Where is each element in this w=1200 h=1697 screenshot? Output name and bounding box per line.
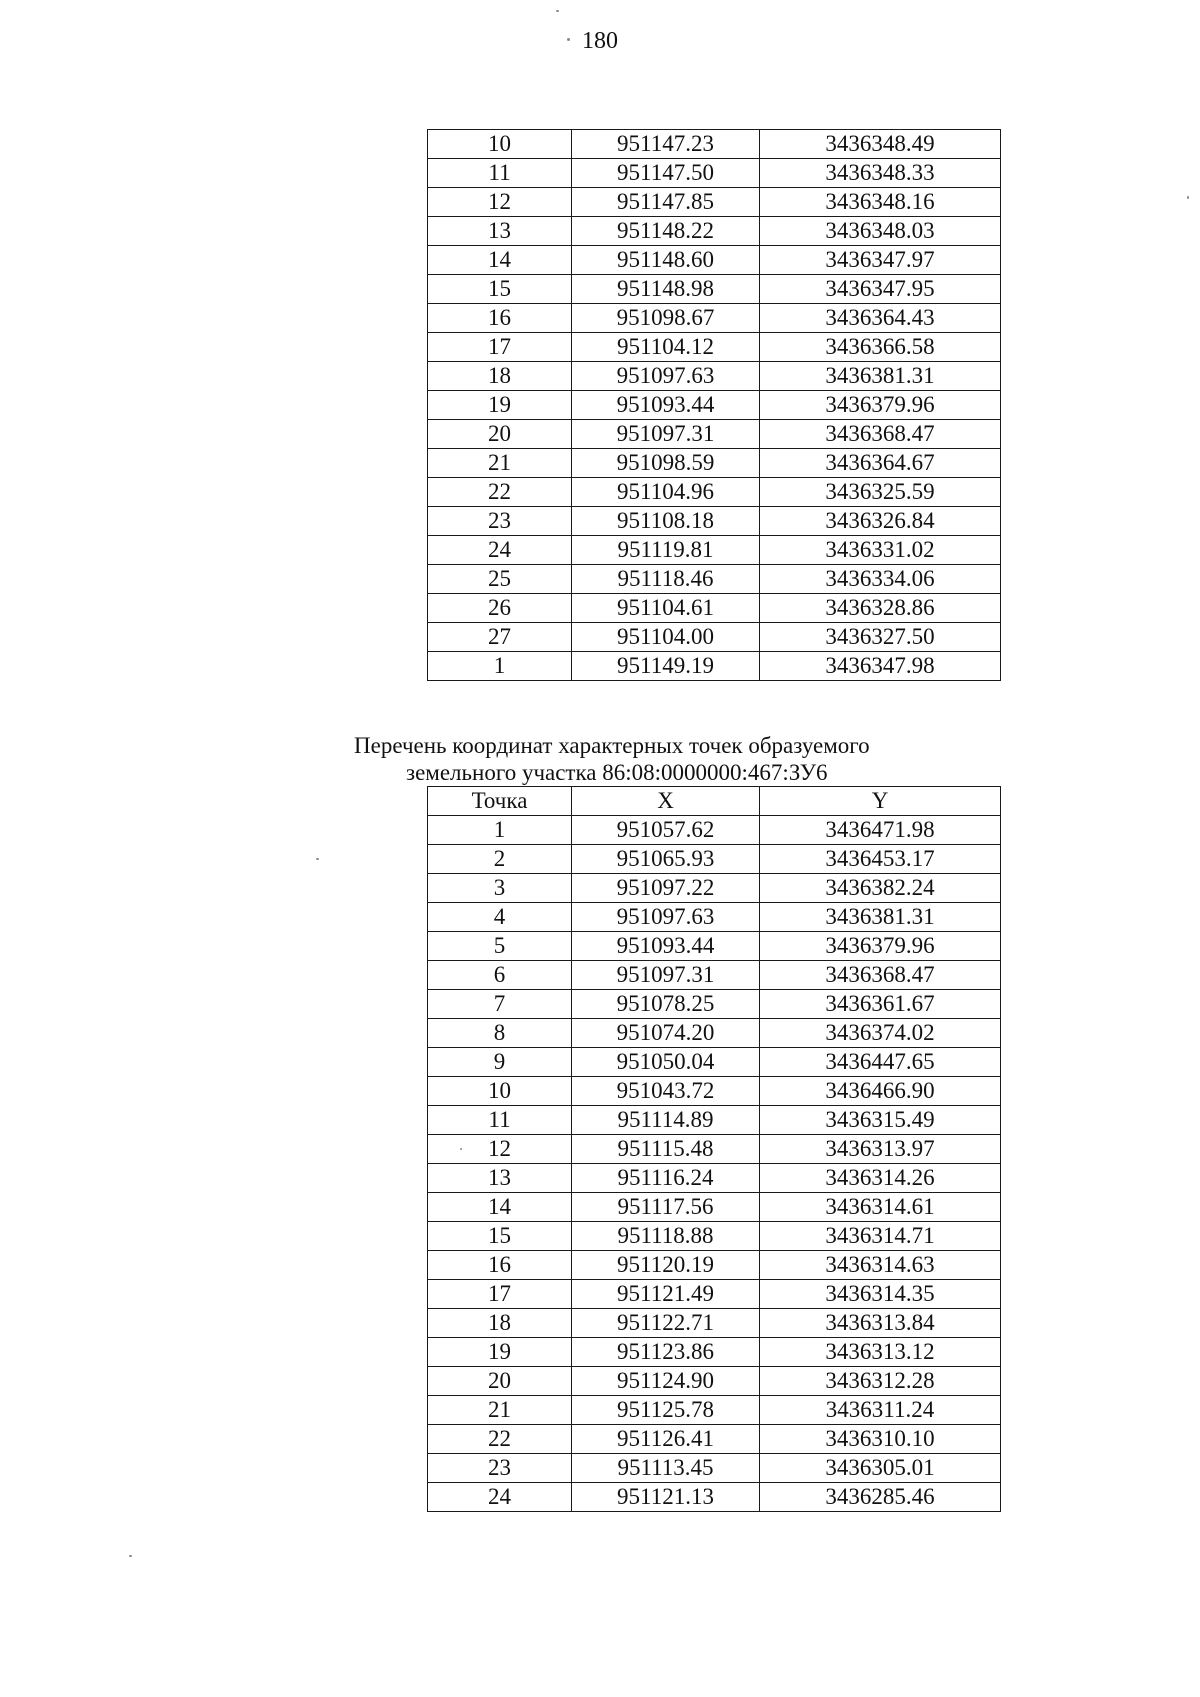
- cell-y: 3436327.50: [760, 623, 1001, 652]
- cell-x: 951093.44: [572, 391, 760, 420]
- cell-y: 3436347.95: [760, 275, 1001, 304]
- cell-point: 18: [428, 1309, 572, 1338]
- cell-x: 951098.59: [572, 449, 760, 478]
- cell-point: 9: [428, 1048, 572, 1077]
- table-row: [428, 1309, 1001, 1338]
- cell-point: 23: [428, 1454, 572, 1483]
- cell-x: 951104.61: [572, 594, 760, 623]
- table-row: [428, 420, 1001, 449]
- cell-point: 19: [428, 1338, 572, 1367]
- cell-x: 951121.49: [572, 1280, 760, 1309]
- cell-point: 16: [428, 1251, 572, 1280]
- cell-x: 951050.04: [572, 1048, 760, 1077]
- cell-x: 951097.63: [572, 362, 760, 391]
- cell-y: 3436348.16: [760, 188, 1001, 217]
- cell-y: 3436313.97: [760, 1135, 1001, 1164]
- table-row: [428, 1367, 1001, 1396]
- cell-x: 951119.81: [572, 536, 760, 565]
- cell-y: 3436311.24: [760, 1396, 1001, 1425]
- cell-x: 951147.23: [572, 130, 760, 159]
- cell-y: 3436314.63: [760, 1251, 1001, 1280]
- scan-speck: [567, 38, 570, 41]
- table-row: [428, 652, 1001, 681]
- cell-y: 3436471.98: [760, 816, 1001, 845]
- coordinates-table-zu6: [427, 786, 1001, 1512]
- cell-x: 951104.00: [572, 623, 760, 652]
- table-row: [428, 874, 1001, 903]
- cell-y: 3436361.67: [760, 990, 1001, 1019]
- cell-point: 11: [428, 1106, 572, 1135]
- cell-point: 18: [428, 362, 572, 391]
- cell-x: 951118.46: [572, 565, 760, 594]
- table-row: [428, 1106, 1001, 1135]
- cell-point: 12: [428, 1135, 572, 1164]
- cell-x: 951118.88: [572, 1222, 760, 1251]
- cell-x: 951097.31: [572, 961, 760, 990]
- cell-y: 3436334.06: [760, 565, 1001, 594]
- header-y: Y: [760, 787, 1001, 816]
- table-row: [428, 391, 1001, 420]
- cell-point: 1: [428, 816, 572, 845]
- table-row: [428, 1077, 1001, 1106]
- cell-x: 951125.78: [572, 1396, 760, 1425]
- cell-y: 3436305.01: [760, 1454, 1001, 1483]
- scan-speck: [556, 10, 559, 12]
- cell-y: 3436313.84: [760, 1309, 1001, 1338]
- cell-point: 13: [428, 1164, 572, 1193]
- scan-speck: [460, 1148, 462, 1150]
- cell-point: 17: [428, 333, 572, 362]
- page-number: 180: [582, 28, 618, 54]
- table-row: [428, 333, 1001, 362]
- cell-y: 3436368.47: [760, 420, 1001, 449]
- table-row: [428, 449, 1001, 478]
- scan-speck: [1187, 196, 1189, 199]
- cell-y: 3436348.49: [760, 130, 1001, 159]
- cell-y: 3436381.31: [760, 362, 1001, 391]
- table-row: [428, 159, 1001, 188]
- cell-y: 3436453.17: [760, 845, 1001, 874]
- table-row: [428, 362, 1001, 391]
- cell-point: 10: [428, 1077, 572, 1106]
- table-row: [428, 1164, 1001, 1193]
- cell-point: 6: [428, 961, 572, 990]
- cell-y: 3436331.02: [760, 536, 1001, 565]
- cell-y: 3436368.47: [760, 961, 1001, 990]
- cell-x: 951148.22: [572, 217, 760, 246]
- cell-x: 951147.85: [572, 188, 760, 217]
- cell-point: 15: [428, 1222, 572, 1251]
- cell-point: 26: [428, 594, 572, 623]
- cell-point: 10: [428, 130, 572, 159]
- cell-y: 3436314.71: [760, 1222, 1001, 1251]
- table-row: [428, 594, 1001, 623]
- table-row: [428, 536, 1001, 565]
- table-row: [428, 565, 1001, 594]
- cell-point: 14: [428, 246, 572, 275]
- table-row: [428, 1135, 1001, 1164]
- scan-speck: [316, 858, 319, 860]
- cell-x: 951120.19: [572, 1251, 760, 1280]
- cell-y: 3436366.58: [760, 333, 1001, 362]
- cell-point: 11: [428, 159, 572, 188]
- cell-x: 951148.60: [572, 246, 760, 275]
- table-row: [428, 623, 1001, 652]
- cell-y: 3436382.24: [760, 874, 1001, 903]
- table-row: [428, 1048, 1001, 1077]
- cell-y: 3436315.49: [760, 1106, 1001, 1135]
- cell-point: 25: [428, 565, 572, 594]
- cell-y: 3436347.98: [760, 652, 1001, 681]
- cell-point: 17: [428, 1280, 572, 1309]
- cell-y: 3436325.59: [760, 478, 1001, 507]
- cell-x: 951093.44: [572, 932, 760, 961]
- cell-point: 15: [428, 275, 572, 304]
- cell-x: 951097.31: [572, 420, 760, 449]
- cell-point: 20: [428, 1367, 572, 1396]
- cell-point: 1: [428, 652, 572, 681]
- cell-x: 951126.41: [572, 1425, 760, 1454]
- cell-y: 3436379.96: [760, 932, 1001, 961]
- cell-y: 3436314.61: [760, 1193, 1001, 1222]
- scan-speck: [129, 1555, 132, 1557]
- table-row: [428, 990, 1001, 1019]
- table-row: [428, 478, 1001, 507]
- cell-point: 22: [428, 1425, 572, 1454]
- cell-x: 951117.56: [572, 1193, 760, 1222]
- table-row: [428, 217, 1001, 246]
- table-row: [428, 304, 1001, 333]
- cell-point: 4: [428, 903, 572, 932]
- caption-line-1: Перечень координат характерных точек образуемого: [354, 733, 870, 758]
- cell-y: 3436328.86: [760, 594, 1001, 623]
- cell-point: 21: [428, 1396, 572, 1425]
- coordinates-table-body: [428, 816, 1001, 1512]
- cell-y: 3436381.31: [760, 903, 1001, 932]
- table-row: [428, 1483, 1001, 1512]
- caption-line-2: земельного участка 86:08:0000000:467:ЗУ6: [406, 760, 828, 785]
- table-caption: [300, 732, 920, 786]
- table-row: [428, 816, 1001, 845]
- table-row: [428, 130, 1001, 159]
- cell-point: 22: [428, 478, 572, 507]
- cell-point: 12: [428, 188, 572, 217]
- cell-x: 951065.93: [572, 845, 760, 874]
- cell-point: 24: [428, 1483, 572, 1512]
- cell-point: 7: [428, 990, 572, 1019]
- table-header-row: [428, 787, 1001, 816]
- table-row: [428, 188, 1001, 217]
- cell-x: 951043.72: [572, 1077, 760, 1106]
- header-point: Точка: [428, 787, 572, 816]
- table-row: [428, 1280, 1001, 1309]
- cell-x: 951104.96: [572, 478, 760, 507]
- cell-point: 24: [428, 536, 572, 565]
- cell-point: 20: [428, 420, 572, 449]
- cell-y: 3436314.26: [760, 1164, 1001, 1193]
- cell-y: 3436347.97: [760, 246, 1001, 275]
- cell-y: 3436364.67: [760, 449, 1001, 478]
- table-row: [428, 903, 1001, 932]
- cell-x: 951115.48: [572, 1135, 760, 1164]
- cell-y: 3436374.02: [760, 1019, 1001, 1048]
- cell-y: 3436312.28: [760, 1367, 1001, 1396]
- coordinates-table-continued: [427, 129, 1001, 681]
- table-row: [428, 1193, 1001, 1222]
- cell-y: 3436285.46: [760, 1483, 1001, 1512]
- table-row: [428, 1019, 1001, 1048]
- cell-x: 951116.24: [572, 1164, 760, 1193]
- coordinates-table-body: [428, 130, 1001, 681]
- cell-x: 951122.71: [572, 1309, 760, 1338]
- table-row: [428, 246, 1001, 275]
- cell-y: 3436348.03: [760, 217, 1001, 246]
- table-row: [428, 1338, 1001, 1367]
- cell-x: 951098.67: [572, 304, 760, 333]
- cell-x: 951057.62: [572, 816, 760, 845]
- table-row: [428, 1454, 1001, 1483]
- cell-x: 951078.25: [572, 990, 760, 1019]
- table-row: [428, 1396, 1001, 1425]
- cell-x: 951113.45: [572, 1454, 760, 1483]
- cell-x: 951123.86: [572, 1338, 760, 1367]
- cell-point: 2: [428, 845, 572, 874]
- cell-x: 951148.98: [572, 275, 760, 304]
- table-row: [428, 845, 1001, 874]
- cell-point: 13: [428, 217, 572, 246]
- cell-x: 951147.50: [572, 159, 760, 188]
- cell-x: 951114.89: [572, 1106, 760, 1135]
- cell-y: 3436379.96: [760, 391, 1001, 420]
- cell-y: 3436466.90: [760, 1077, 1001, 1106]
- cell-x: 951124.90: [572, 1367, 760, 1396]
- cell-point: 27: [428, 623, 572, 652]
- cell-y: 3436313.12: [760, 1338, 1001, 1367]
- cell-y: 3436348.33: [760, 159, 1001, 188]
- header-x: X: [572, 787, 760, 816]
- cell-x: 951121.13: [572, 1483, 760, 1512]
- cell-point: 23: [428, 507, 572, 536]
- table-row: [428, 1222, 1001, 1251]
- cell-x: 951149.19: [572, 652, 760, 681]
- cell-y: 3436314.35: [760, 1280, 1001, 1309]
- cell-y: 3436310.10: [760, 1425, 1001, 1454]
- cell-y: 3436326.84: [760, 507, 1001, 536]
- table-row: [428, 1251, 1001, 1280]
- table-row: [428, 507, 1001, 536]
- table-row: [428, 1425, 1001, 1454]
- table-row: [428, 961, 1001, 990]
- cell-x: 951074.20: [572, 1019, 760, 1048]
- cell-point: 8: [428, 1019, 572, 1048]
- cell-y: 3436447.65: [760, 1048, 1001, 1077]
- cell-point: 21: [428, 449, 572, 478]
- cell-x: 951097.63: [572, 903, 760, 932]
- cell-point: 5: [428, 932, 572, 961]
- cell-x: 951104.12: [572, 333, 760, 362]
- table-row: [428, 932, 1001, 961]
- table-row: [428, 275, 1001, 304]
- cell-y: 3436364.43: [760, 304, 1001, 333]
- cell-point: 14: [428, 1193, 572, 1222]
- cell-x: 951108.18: [572, 507, 760, 536]
- cell-x: 951097.22: [572, 874, 760, 903]
- cell-point: 19: [428, 391, 572, 420]
- cell-point: 3: [428, 874, 572, 903]
- cell-point: 16: [428, 304, 572, 333]
